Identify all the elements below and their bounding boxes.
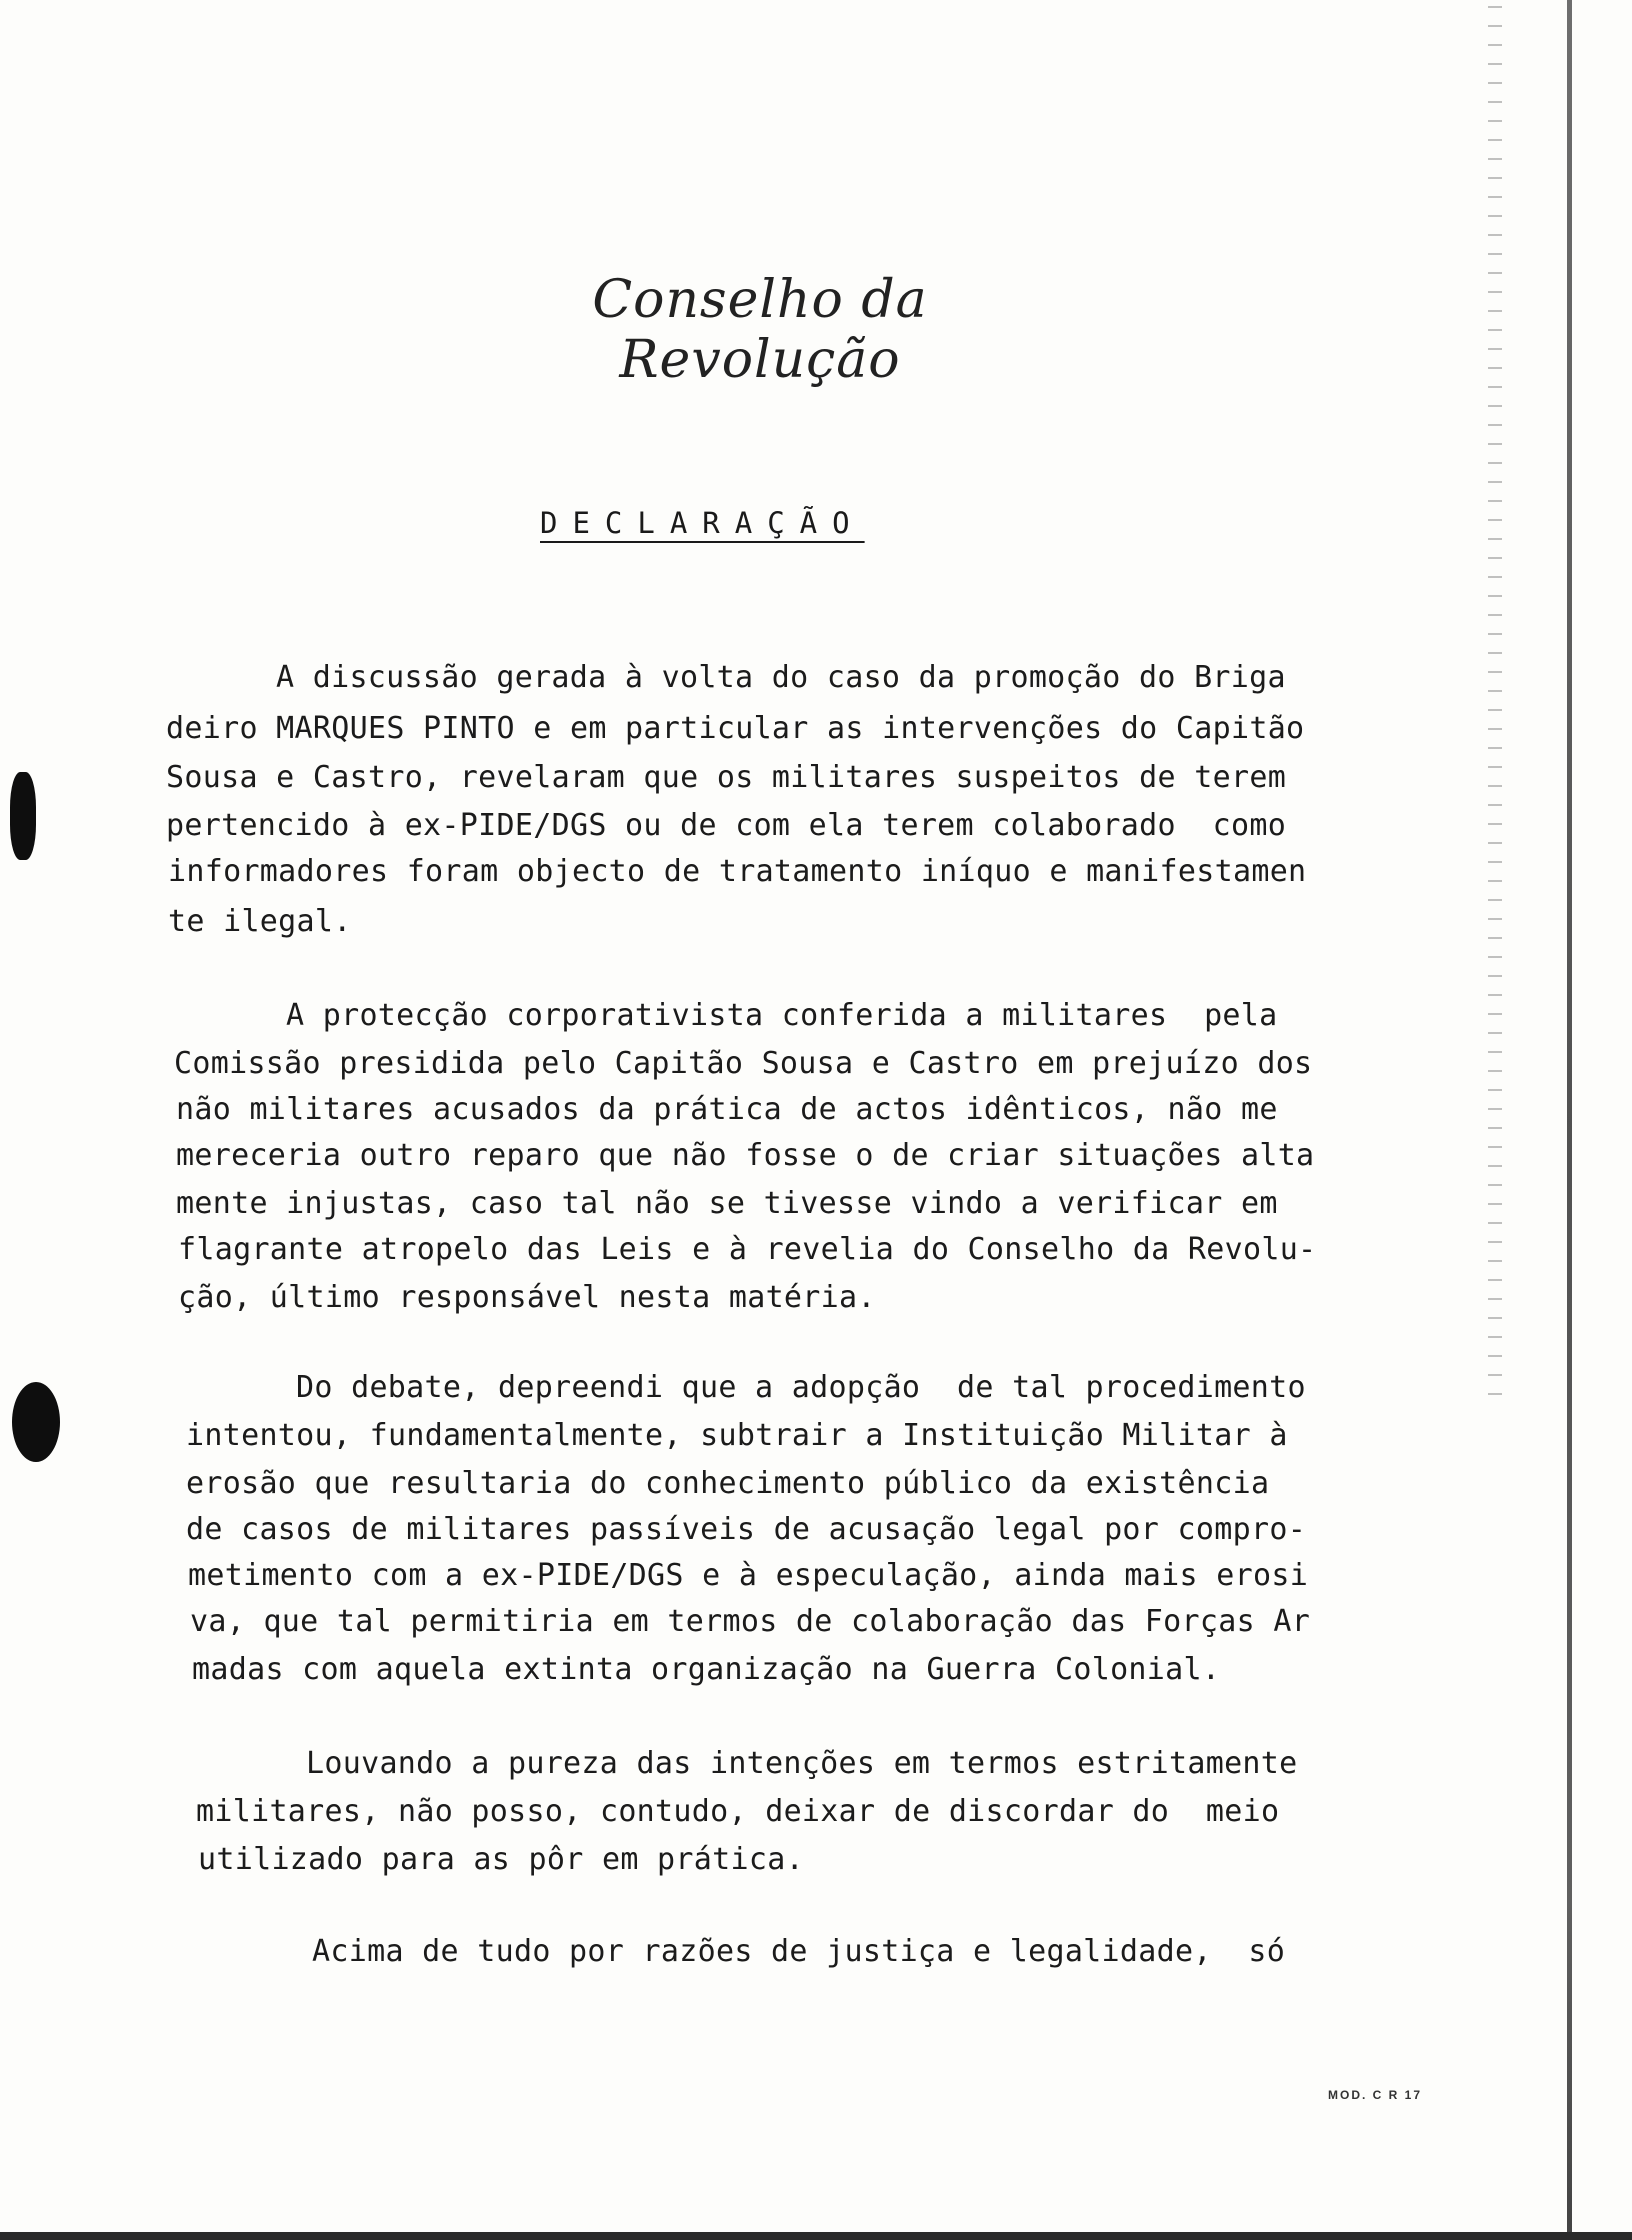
punch-hole-bottom (12, 1382, 60, 1462)
text-line: ção, último responsável nesta matéria. (178, 1280, 876, 1315)
text-line: não militares acusados da prática de actos idênticos, não me (176, 1092, 1278, 1127)
form-code: MOD. C R 17 (1328, 2088, 1423, 2102)
text-line: mente injustas, caso tal não se tivesse vindo a verificar em (176, 1186, 1278, 1221)
punch-hole-top (10, 772, 36, 860)
text-line: utilizado para as pôr em prática. (198, 1842, 804, 1877)
text-line: Sousa e Castro, revelaram que os militares suspeitos de terem (166, 760, 1287, 795)
document-title: DECLARAÇÃO (540, 506, 865, 540)
text-line: erosão que resultaria do conhecimento público da existência (186, 1466, 1270, 1501)
text-line: informadores foram objecto de tratamento iníquo e manifestamen (168, 854, 1307, 889)
letterhead: Conselho da Revolução (592, 270, 928, 390)
text-line: madas com aquela extinta organização na Guerra Colonial. (192, 1652, 1221, 1687)
scan-speckles (1488, 0, 1502, 1400)
text-line: mereceria outro reparo que não fosse o de criar situações alta (176, 1138, 1315, 1173)
text-line: A protecção corporativista conferida a militares pela (286, 998, 1278, 1033)
text-line: de casos de militares passíveis de acusação legal por compro- (186, 1512, 1307, 1547)
text-line: pertencido à ex-PIDE/DGS ou de com ela terem colaborado como (166, 808, 1287, 843)
page-bottom-edge (0, 2232, 1632, 2240)
text-line: flagrante atropelo das Leis e à revelia do Conselho da Revolu- (178, 1232, 1317, 1267)
text-line: Comissão presidida pelo Capitão Sousa e Castro em prejuízo dos (174, 1046, 1313, 1081)
text-line: metimento com a ex-PIDE/DGS e à especulação, ainda mais erosi (188, 1558, 1309, 1593)
text-line: Acima de tudo por razões de justiça e legalidade, só (312, 1934, 1286, 1969)
text-line: A discussão gerada à volta do caso da promoção do Briga (276, 660, 1286, 695)
text-line: deiro MARQUES PINTO e em particular as intervenções do Capitão (166, 711, 1305, 746)
text-line: Louvando a pureza das intenções em termos estritamente (306, 1746, 1298, 1781)
page-binding-edge (1567, 0, 1572, 2240)
text-line: Do debate, depreendi que a adopção de tal procedimento (296, 1370, 1306, 1405)
text-line: te ilegal. (168, 904, 352, 939)
text-line: intentou, fundamentalmente, subtrair a Instituição Militar à (186, 1418, 1288, 1453)
text-line: militares, não posso, contudo, deixar de discordar do meio (196, 1794, 1280, 1829)
text-line: va, que tal permitiria em termos de colaboração das Forças Ar (190, 1604, 1311, 1639)
